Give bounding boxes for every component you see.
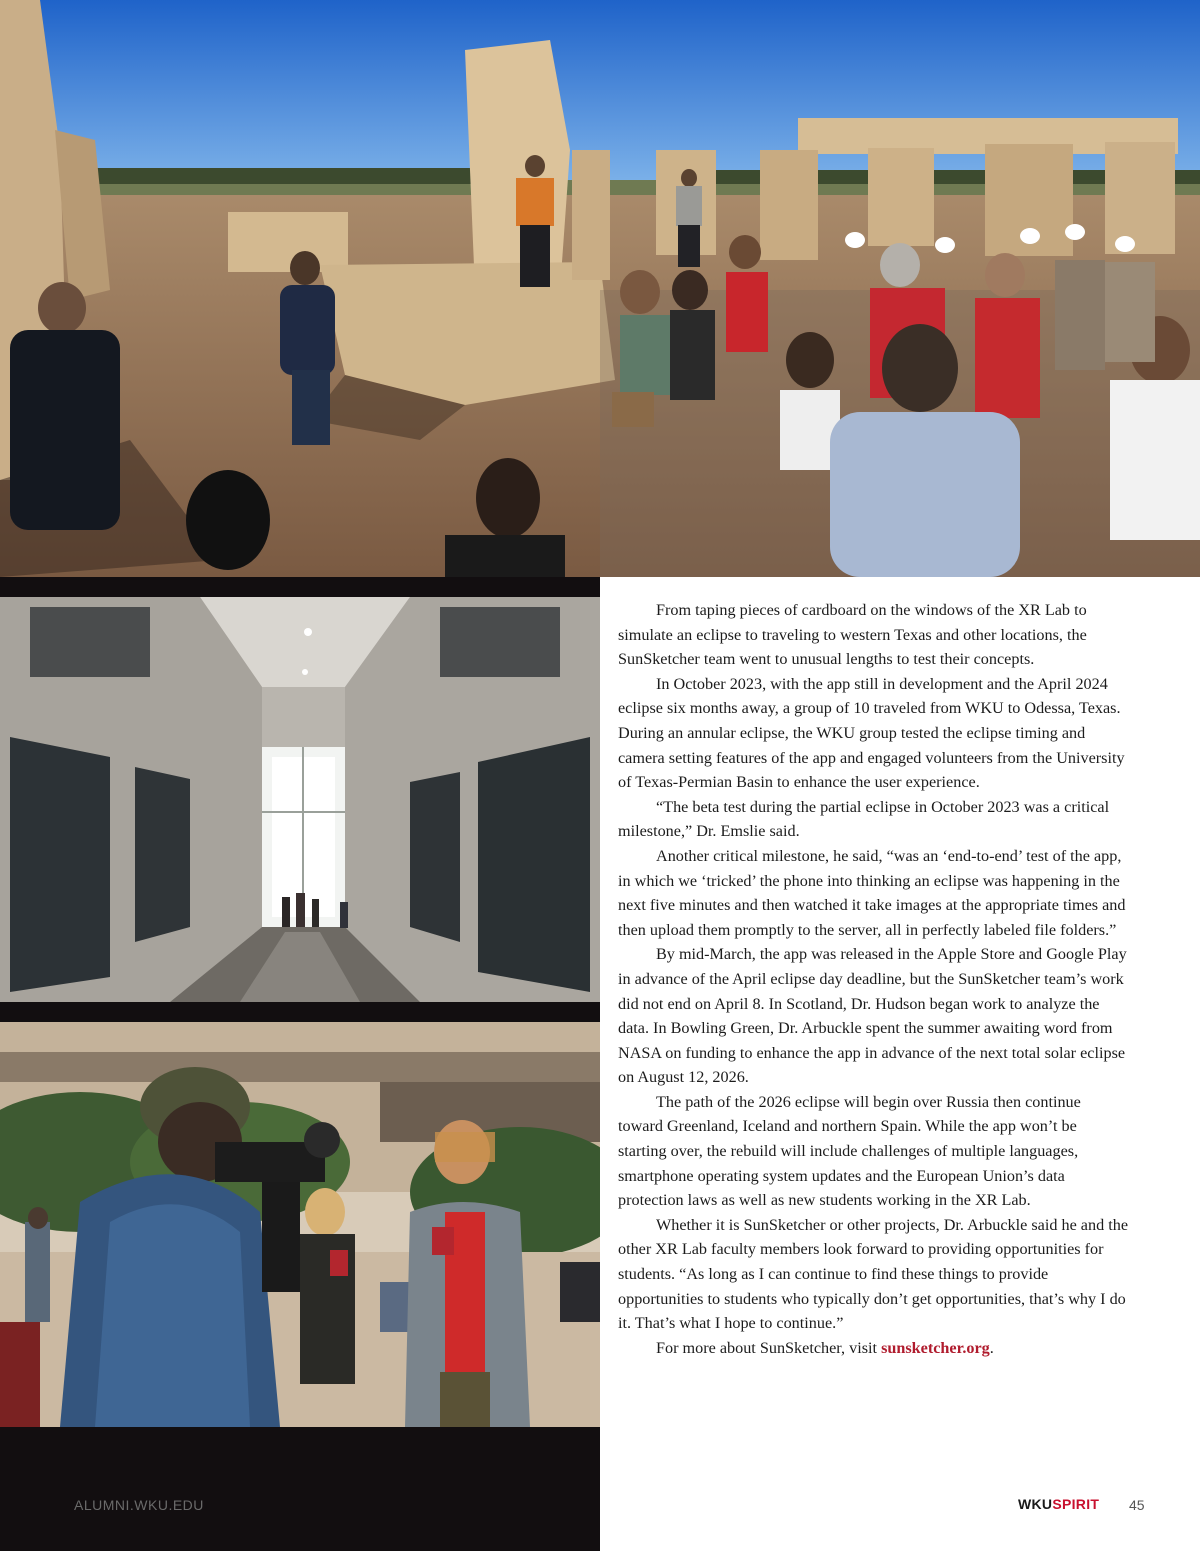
article-paragraph: By mid-March, the app was released in the Apple Store and Google Play in advance of the April eclipse day deadline, but the SunSketcher team’s work did not end on April 8. In Scotland, Dr. Hudson began work to analyze the data. In Bowling Green, Dr. Arbuckle spent the summer awaiting word from NASA on funding to enhance the app in advance of the next total solar eclipse on August 12, 2026. — [618, 945, 1127, 1087]
closing-text: For more about SunSketcher, visit — [656, 1338, 882, 1357]
footer-url: ALUMNI.WKU.EDU — [74, 1497, 204, 1513]
article-closing-paragraph — [618, 1336, 1128, 1361]
page-number: 45 — [1129, 1497, 1145, 1513]
hallway-photo — [0, 597, 600, 1002]
article-paragraph: From taping pieces of cardboard on the windows of the XR Lab to simulate an eclipse to traveling to western Texas and other locations, the SunSketcher team went to unusual lengths to test their concepts. — [618, 601, 1087, 669]
article-paragraph: “The beta test during the partial eclipse in October 2023 was a critical milestone,” Dr. Emslie said. — [618, 797, 1110, 841]
brand-wku: WKU — [1018, 1496, 1053, 1512]
wku-spirit-logo — [1018, 1496, 1099, 1512]
article-paragraph: Another critical milestone, he said, “was an ‘end-to-end’ test of the app, in which we ‘tricked’ the phone into thinking an eclipse was happening in the next five minutes and then watched it take images at the appropriate times and then upload them promptly to the server, all in perfectly labeled file folders.” — [618, 846, 1126, 939]
article-paragraph: Whether it is SunSketcher or other projects, Dr. Arbuckle said he and the other XR Lab faculty members look forward to providing opportunities for students. “As long as I can continue to find these things to provide opportunities to students who typically don’t get opportunities, that’s why I do it. That’s what I hope to continue.” — [618, 1215, 1129, 1333]
article-paragraph: The path of the 2026 eclipse will begin over Russia then continue toward Greenland, Iceland and northern Spain. While the app won’t be starting over, the rebuild will include challenges of multiple languages, smartphone operating system updates and the European Union’s data protection laws as well as new students working in the XR Lab. — [618, 1092, 1081, 1210]
article-body — [618, 598, 1128, 1360]
stonehenge-group-photo — [0, 0, 1200, 577]
interview-photo — [0, 1022, 600, 1427]
brand-spirit: SPIRIT — [1052, 1496, 1100, 1512]
closing-period: . — [989, 1338, 994, 1357]
article-paragraph: In October 2023, with the app still in development and the April 2024 eclipse six months away, a group of 10 traveled from WKU to Odessa, Texas. During an annular eclipse, the WKU group tested the eclipse timing and camera setting features of the app and engaged volunteers from the University of Texas-Permian Basin to enhance the user experience. — [618, 674, 1125, 792]
sunsketcher-link[interactable]: sunsketcher.org — [881, 1338, 990, 1357]
